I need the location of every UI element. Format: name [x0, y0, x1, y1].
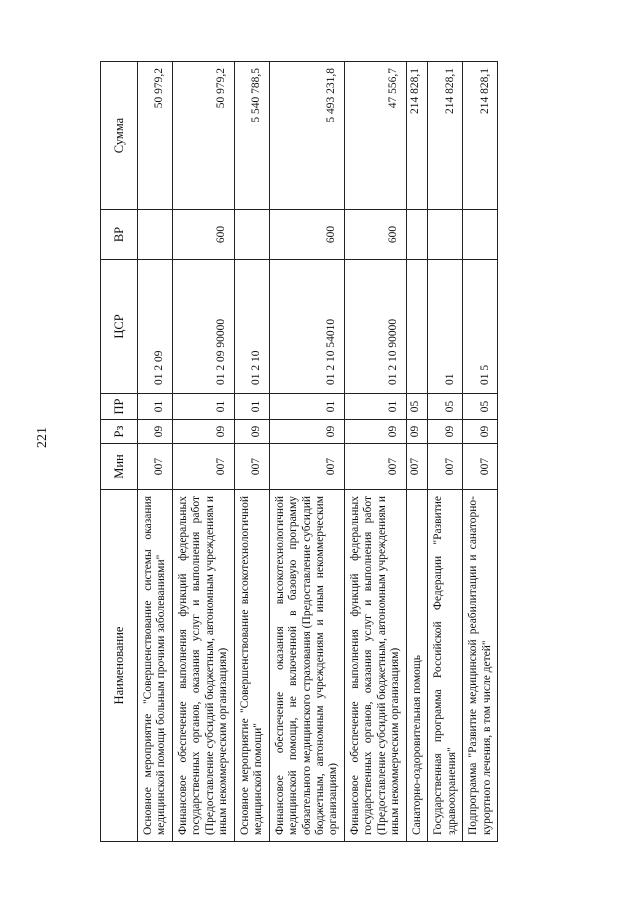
header-name: Наименование [101, 490, 138, 842]
row-sum: 50 979,2 [172, 62, 234, 210]
row-pr: 01 [138, 394, 173, 420]
row-rz: 09 [463, 420, 498, 444]
row-sum: 50 979,2 [138, 62, 173, 210]
row-name: Финансовое обеспечение выполнения функций федеральных государственных органов, оказания услуг и выполнения работ (Предоставление субсидий бюджетным, автономным учреждениям и иным некоммерческим организациям) [172, 490, 234, 842]
row-sum: 214 828,1 [463, 62, 498, 210]
row-min: 007 [172, 444, 234, 490]
row-rz: 09 [138, 420, 173, 444]
rotated-page [100, 62, 610, 842]
row-rz: 09 [344, 420, 406, 444]
table-row [463, 62, 498, 842]
row-rz: 09 [428, 420, 463, 444]
row-vr: 600 [269, 210, 344, 260]
row-min: 007 [406, 444, 427, 490]
row-name: Основное мероприятие "Совершенствование высокотехнологичной медицинской помощи" [234, 490, 269, 842]
row-csr: 01 [428, 260, 463, 394]
row-pr: 01 [172, 394, 234, 420]
row-name: Финансовое обеспечение оказания высокотехнологичной медицинской помощи, не включенной в базовую программу обязательного медицинского страхования (Предоставление субсидий бюджетным, автономным учреждениям и иным некоммерческим организациям) [269, 490, 344, 842]
row-vr [234, 210, 269, 260]
row-name: Подпрограмма "Развитие медицинской реабилитации и санаторно-курортного лечения, в том числе детей" [463, 490, 498, 842]
row-pr: 05 [428, 394, 463, 420]
row-rz: 09 [172, 420, 234, 444]
row-csr: 01 2 09 [138, 260, 173, 394]
row-name: Государственная программа Российской Федерации "Развитие здравоохранения" [428, 490, 463, 842]
row-min: 007 [269, 444, 344, 490]
row-name: Санаторно-оздоровительная помощь [406, 490, 427, 842]
table-header-row [101, 62, 138, 842]
header-pr: ПР [101, 394, 138, 420]
row-sum: 5 493 231,8 [269, 62, 344, 210]
row-csr: 01 2 10 [234, 260, 269, 394]
row-csr: 01 2 10 54010 [269, 260, 344, 394]
row-min: 007 [344, 444, 406, 490]
row-min: 007 [463, 444, 498, 490]
row-csr [406, 260, 427, 394]
row-pr: 01 [234, 394, 269, 420]
header-vr: ВР [101, 210, 138, 260]
row-sum: 214 828,1 [406, 62, 427, 210]
row-sum: 214 828,1 [428, 62, 463, 210]
row-name: Основное мероприятие "Совершенствование системы оказания медицинской помощи больным прочими заболеваниями" [138, 490, 173, 842]
table-row [406, 62, 427, 842]
row-min: 007 [428, 444, 463, 490]
row-pr: 05 [463, 394, 498, 420]
row-min: 007 [234, 444, 269, 490]
table-row [428, 62, 463, 842]
table-row [172, 62, 234, 842]
table-row [344, 62, 406, 842]
row-vr [428, 210, 463, 260]
row-rz: 09 [269, 420, 344, 444]
header-rz: Рз [101, 420, 138, 444]
row-csr: 01 2 10 90000 [344, 260, 406, 394]
row-pr: 01 [269, 394, 344, 420]
row-csr: 01 2 09 90000 [172, 260, 234, 394]
row-vr [406, 210, 427, 260]
budget-table [100, 61, 498, 842]
table-row [138, 62, 173, 842]
row-min: 007 [138, 444, 173, 490]
row-vr [138, 210, 173, 260]
row-rz: 09 [234, 420, 269, 444]
row-pr: 05 [406, 394, 427, 420]
row-rz: 09 [406, 420, 427, 444]
row-sum: 47 556,7 [344, 62, 406, 210]
row-vr: 600 [172, 210, 234, 260]
row-vr [463, 210, 498, 260]
page-number: 221 [35, 427, 50, 448]
row-vr: 600 [344, 210, 406, 260]
row-name: Финансовое обеспечение выполнения функций федеральных государственных органов, оказания услуг и выполнения работ (Предоставление субсидий бюджетным, автономным учреждениям и иным некоммерческим организациям) [344, 490, 406, 842]
table-row [234, 62, 269, 842]
row-csr: 01 5 [463, 260, 498, 394]
table-row [269, 62, 344, 842]
header-min: Мин [101, 444, 138, 490]
header-sum: Сумма [101, 62, 138, 210]
row-pr: 01 [344, 394, 406, 420]
row-sum: 5 540 788,5 [234, 62, 269, 210]
header-csr: ЦСР [101, 260, 138, 394]
